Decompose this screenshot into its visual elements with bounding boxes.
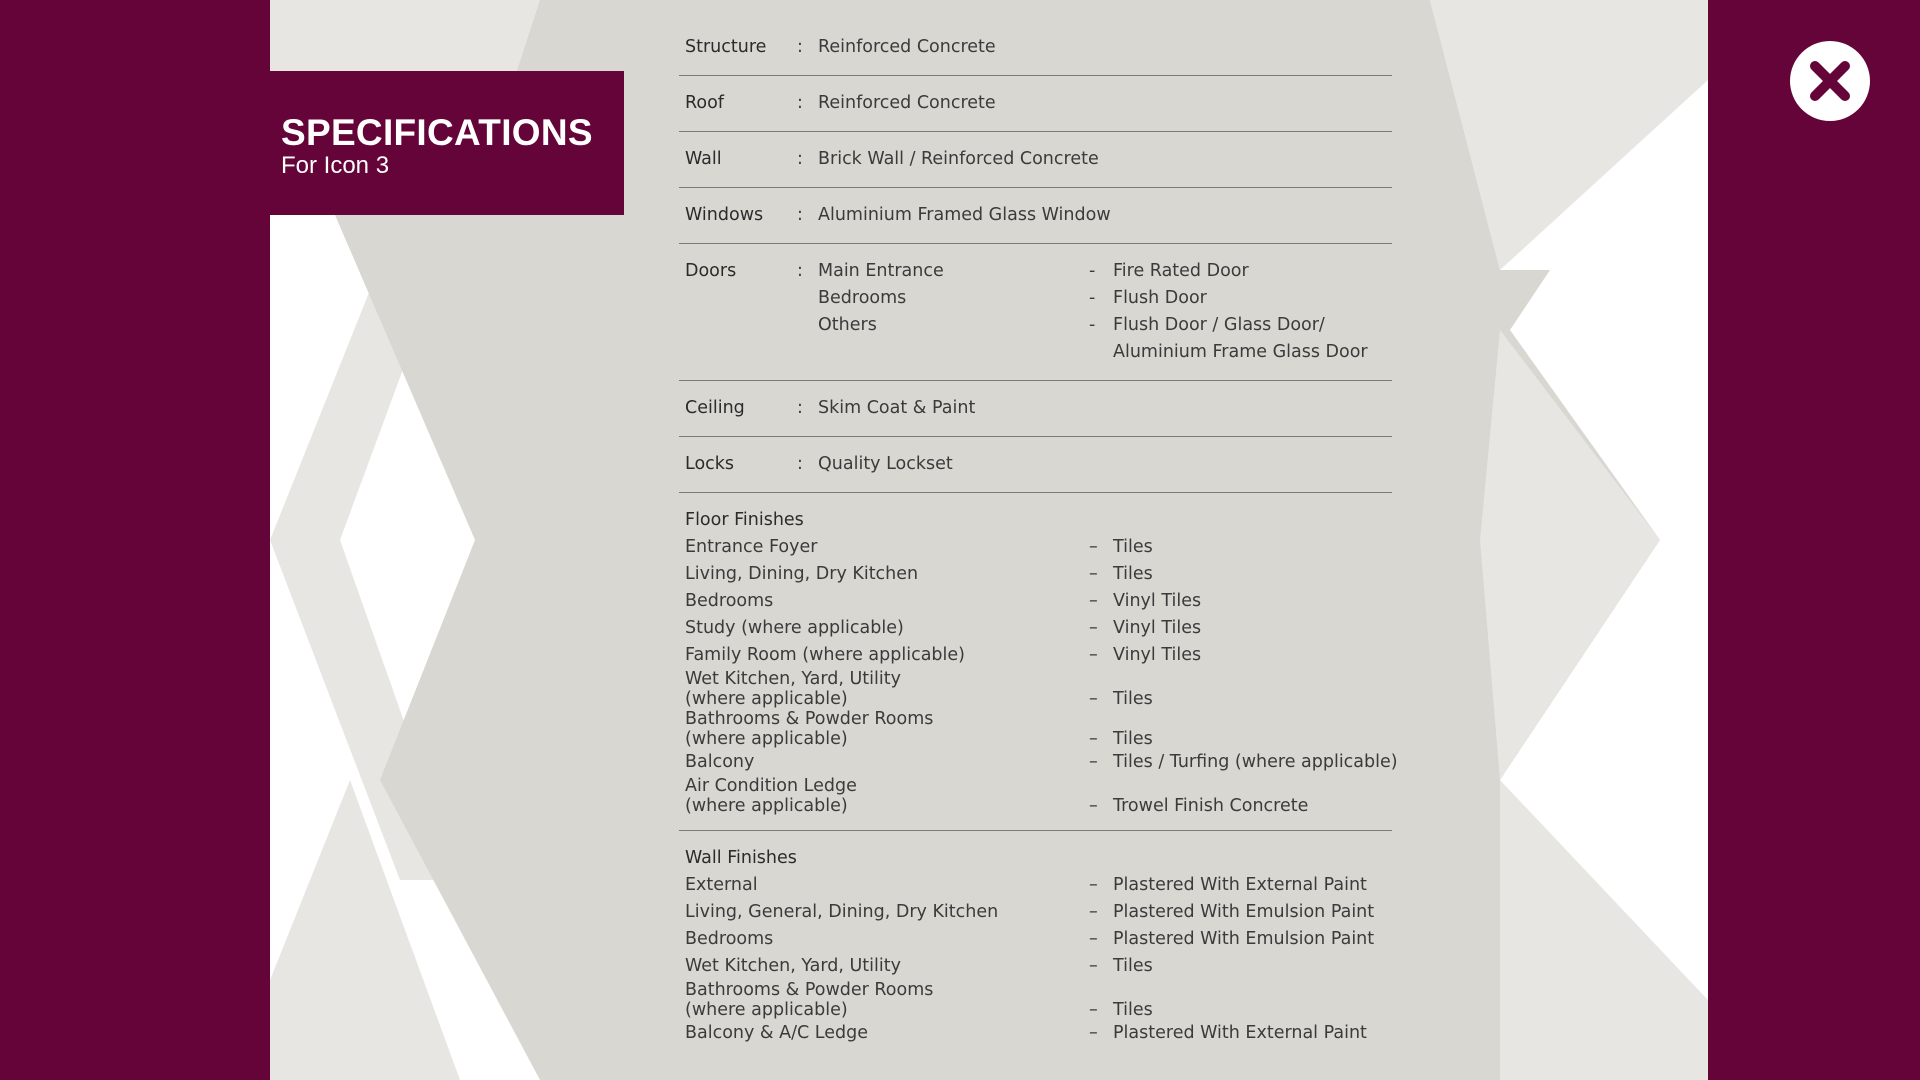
spec-value: Skim Coat & Paint (818, 398, 976, 418)
list-item (679, 899, 1392, 926)
dash: – (1089, 645, 1098, 665)
spec-label: Windows (685, 205, 764, 225)
list-item (679, 561, 1392, 588)
dash: – (1089, 752, 1098, 772)
spec-colon: : (797, 454, 803, 474)
finish-area (685, 669, 901, 709)
list-item (679, 1020, 1392, 1047)
dash: – (1089, 591, 1098, 611)
wall-finishes-section (679, 831, 1392, 1061)
list-item (679, 588, 1392, 615)
finish-area: Bedrooms (685, 591, 774, 611)
dash: - (1089, 315, 1096, 335)
dash: - (1089, 288, 1096, 308)
finish-area: Entrance Foyer (685, 537, 818, 557)
finish-value: Vinyl Tiles (1113, 591, 1202, 611)
spec-label: Wall (685, 149, 722, 169)
dash: – (1089, 902, 1098, 922)
spec-label: Roof (685, 93, 724, 113)
bg-shape (1500, 780, 1708, 1080)
spec-colon: : (797, 149, 803, 169)
close-button[interactable] (1790, 41, 1870, 121)
finish-area-line2: (where applicable) (685, 689, 848, 709)
spec-value: Quality Lockset (818, 454, 953, 474)
page-title: SPECIFICATIONS (281, 112, 593, 153)
spec-colon: : (797, 398, 803, 418)
spec-value: Reinforced Concrete (818, 93, 996, 113)
spec-row-roof (679, 76, 1392, 132)
spec-row-locks (679, 437, 1392, 493)
finish-value: Vinyl Tiles (1113, 645, 1202, 665)
finish-area: Balcony & A/C Ledge (685, 1023, 868, 1043)
close-icon[interactable] (1790, 41, 1870, 121)
spec-label: Locks (685, 454, 735, 474)
floor-finishes-section (679, 493, 1398, 831)
list-item (679, 615, 1392, 642)
page-subtitle: For Icon 3 (281, 152, 390, 179)
section-heading: Wall Finishes (685, 848, 797, 868)
spec-colon: : (797, 205, 803, 225)
list-item (679, 872, 1392, 899)
dash: – (1089, 564, 1098, 584)
finish-area: Wet Kitchen, Yard, Utility (685, 956, 901, 976)
dash: – (1089, 618, 1098, 638)
spec-row-wall (679, 132, 1392, 188)
finish-area-line1: Bathrooms & Powder Rooms (685, 709, 934, 729)
door-finish: Fire Rated Door (1113, 261, 1249, 281)
list-item (679, 776, 1392, 816)
list-item (679, 534, 1392, 561)
finish-value: Plastered With Emulsion Paint (1113, 929, 1375, 949)
finish-area: Living, General, Dining, Dry Kitchen (685, 902, 999, 922)
finish-area-line2: (where applicable) (685, 1000, 848, 1020)
spec-row-windows (679, 188, 1392, 244)
spec-label: Doors (685, 261, 737, 281)
finish-value: Tiles (1113, 537, 1153, 557)
spec-value: Aluminium Framed Glass Window (818, 205, 1111, 225)
finish-value: Plastered With External Paint (1113, 875, 1367, 895)
dash: – (1089, 1000, 1098, 1020)
dash: – (1089, 875, 1098, 895)
finish-area-line1: Wet Kitchen, Yard, Utility (685, 669, 901, 689)
finish-area (685, 776, 857, 816)
finish-area: Study (where applicable) (685, 618, 904, 638)
finish-value: Plastered With Emulsion Paint (1113, 902, 1375, 922)
spec-row-ceiling (679, 381, 1392, 437)
dash: – (1089, 1023, 1098, 1043)
list-item (679, 642, 1392, 669)
spec-colon: : (797, 37, 803, 57)
spec-row-doors (679, 244, 1392, 381)
door-type: Bedrooms (818, 288, 907, 308)
list-item (679, 926, 1392, 953)
dash: – (1089, 729, 1098, 749)
dash: – (1089, 956, 1098, 976)
door-finish: Flush Door (1113, 288, 1207, 308)
finish-value: Tiles (1113, 729, 1153, 749)
finish-area: Bedrooms (685, 929, 774, 949)
door-type: Others (818, 315, 877, 335)
door-type: Main Entrance (818, 261, 944, 281)
finish-value: Tiles (1113, 689, 1153, 709)
spec-value: Brick Wall / Reinforced Concrete (818, 149, 1099, 169)
spec-colon: : (797, 93, 803, 113)
list-item (679, 749, 1398, 776)
spec-row-structure (679, 20, 1392, 76)
finish-value: Trowel Finish Concrete (1113, 796, 1309, 816)
finish-area: Living, Dining, Dry Kitchen (685, 564, 919, 584)
finish-area (685, 980, 933, 1020)
finish-area-line1: Bathrooms & Powder Rooms (685, 980, 934, 1000)
spec-label: Structure (685, 37, 767, 57)
finish-area: Family Room (where applicable) (685, 645, 965, 665)
finish-area-line2: (where applicable) (685, 796, 848, 816)
spec-colon: : (797, 261, 803, 281)
finish-area-line2: (where applicable) (685, 729, 848, 749)
door-finish-continued: Aluminium Frame Glass Door (1113, 342, 1368, 362)
dash: – (1089, 537, 1098, 557)
finish-area: Balcony (685, 752, 755, 772)
finish-value: Plastered With External Paint (1113, 1023, 1367, 1043)
finish-value: Tiles (1113, 956, 1153, 976)
finish-value: Vinyl Tiles (1113, 618, 1202, 638)
dash: – (1089, 929, 1098, 949)
section-heading: Floor Finishes (685, 510, 804, 530)
finish-value: Tiles (1113, 1000, 1153, 1020)
title-banner (270, 71, 624, 215)
finish-value: Tiles (1113, 564, 1153, 584)
bg-shape (1480, 330, 1660, 780)
finish-area (685, 709, 933, 749)
list-item (679, 953, 1392, 980)
door-finish: Flush Door / Glass Door/ (1113, 315, 1325, 335)
finish-area: External (685, 875, 758, 895)
bg-shape (1660, 80, 1708, 1000)
finish-value: Tiles / Turfing (where applicable) (1113, 752, 1398, 772)
spec-value: Reinforced Concrete (818, 37, 996, 57)
list-item (679, 709, 1392, 749)
dash: – (1089, 796, 1098, 816)
finish-area-line1: Air Condition Ledge (685, 776, 857, 796)
specifications-table (679, 20, 1398, 1061)
dash: – (1089, 689, 1098, 709)
spec-label: Ceiling (685, 398, 745, 418)
dash: - (1089, 261, 1096, 281)
list-item (679, 980, 1392, 1020)
list-item (679, 669, 1392, 709)
